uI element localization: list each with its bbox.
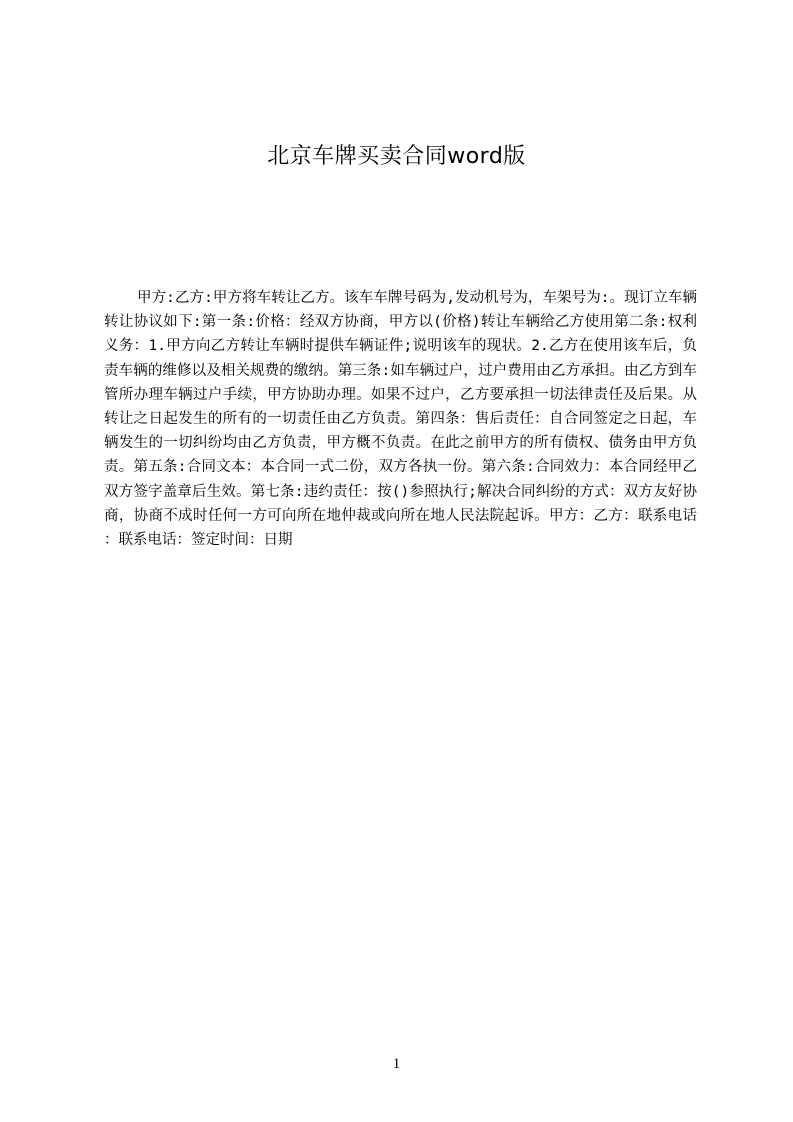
page-number: 1 bbox=[392, 1056, 401, 1072]
contract-body-paragraph: 甲方:乙方:甲方将车转让乙方。该车车牌号码为,发动机号为，车架号为:。现订立车辆转让协议如下:第一条:价格：经双方协商，甲方以(价格)转让车辆给乙方使用第二条:权利义务：1.甲方向乙方转让车辆时提供车辆证件;说明该车的现状。2.乙方在使用该车后，负责车辆的维修以及相关规费的缴纳。第三条:如车辆过户，过户费用由乙方承担。由乙方到车管所办理车辆过户手续，甲方协助办理。如果不过户，乙方要承担一切法律责任及后果。从转让之日起发生的所有的一切责任由乙方负责。第四条：售后责任：自合同签定之日起，车辆发生的一切纠纷均由乙方负责，甲方概不负责。在此之前甲方的所有债权、债务由甲方负责。第五条:合同文本：本合同一式二份，双方各执一份。第六条:合同效力：本合同经甲乙双方签字盖章后生效。第七条:违约责任：按()参照执行;解决合同纠纷的方式：双方友好协商，协商不成时任何一方可向所在地仲裁或向所在地人民法院起诉。甲方：乙方：联系电话：联系电话：签定时间：日期 bbox=[104, 290, 697, 549]
document-title: 北京车牌买卖合同word版 bbox=[267, 144, 526, 169]
